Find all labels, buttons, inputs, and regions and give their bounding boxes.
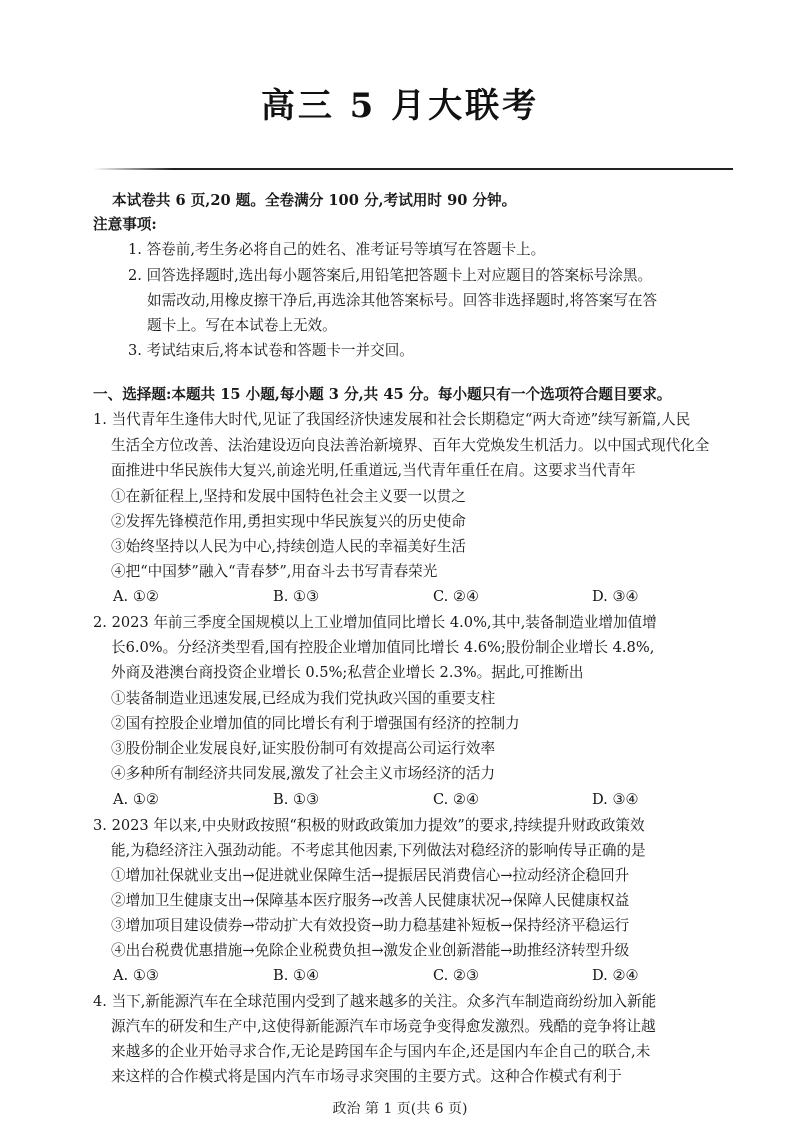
- question-item: ①装备制造业迅速发展,已经成为我们党执政兴国的重要支柱: [111, 690, 496, 707]
- question-stem-line: 长6.0%。分经济类型看,国有控股企业增加值同比增长 4.6%;股份制企业增长 4.8%,: [111, 639, 655, 656]
- notice-item: 1. 答卷前,考生务必将自己的姓名、准考证号等填写在答题卡上。: [128, 241, 546, 258]
- question-stem-line: 源汽车的研发和生产中,这使得新能源汽车市场竞争变得愈发激烈。残酷的竞争将让越: [111, 1018, 656, 1035]
- option-d: D. ③④: [592, 791, 639, 808]
- question-stem-line: 2. 2023 年前三季度全国规模以上工业增加值同比增长 4.0%,其中,装备制造业增加值增: [93, 614, 657, 631]
- notice-item: 3. 考试结束后,将本试卷和答题卡一并交回。: [128, 342, 414, 359]
- exam-title: 高三 5 月大联考: [260, 86, 540, 126]
- question-item: ①增加社保就业支出→促进就业保障生活→提振居民消费信心→拉动经济企稳回升: [111, 867, 630, 884]
- question-item: ④出台税费优惠措施→免除企业税费负担→激发企业创新潜能→助推经济转型升级: [111, 942, 630, 959]
- section-heading: 一、选择题:本题共 15 小题,每小题 3 分,共 45 分。每小题只有一个选项符合题目要求。: [93, 386, 672, 403]
- option-b: B. ①③: [273, 791, 320, 808]
- question-stem-line: 3. 2023 年以来,中央财政按照“积极的财政政策加力提效”的要求,持续提升财政政策效: [93, 817, 645, 834]
- option-a: A. ①③: [113, 967, 159, 984]
- option-a: A. ①②: [113, 791, 159, 808]
- notice-heading: 注意事项:: [93, 216, 157, 233]
- question-item: ④把“中国梦”融入“青春梦”,用奋斗去书写青春荣光: [111, 563, 438, 580]
- page-footer: 政治 第 1 页(共 6 页): [332, 1101, 468, 1117]
- option-a: A. ①②: [113, 588, 159, 605]
- question-item: ②增加卫生健康支出→保障基本医疗服务→改善人民健康状况→保障人民健康权益: [111, 892, 630, 909]
- question-stem-line: 生活全方位改善、法治建设迈向良法善治新境界、百年大党焕发生机活力。以中国式现代化全: [111, 437, 710, 454]
- title-divider-fade: [93, 168, 173, 171]
- option-d: D. ③④: [592, 588, 639, 605]
- option-c: C. ②④: [433, 588, 480, 605]
- option-c: C. ②③: [433, 967, 480, 984]
- question-item: ④多种所有制经济共同发展,激发了社会主义市场经济的活力: [111, 765, 496, 782]
- exam-summary: 本试卷共 6 页,20 题。全卷满分 100 分,考试用时 90 分钟。: [112, 192, 517, 209]
- notice-item: 如需改动,用橡皮擦干净后,再选涂其他答案标号。回答非选择题时,将答案写在答: [147, 292, 658, 309]
- question-item: ③股份制企业发展良好,证实股份制可有效提高公司运行效率: [111, 740, 496, 757]
- option-d: D. ②④: [592, 967, 639, 984]
- question-item: ③增加项目建设债券→带动扩大有效投资→助力稳基建补短板→保持经济平稳运行: [111, 917, 630, 934]
- notice-item: 2. 回答选择题时,选出每小题答案后,用铅笔把答题卡上对应题目的答案标号涂黑。: [128, 267, 653, 284]
- question-item: ①在新征程上,坚持和发展中国特色社会主义要一以贯之: [111, 488, 466, 505]
- option-c: C. ②④: [433, 791, 480, 808]
- notice-item: 题卡上。写在本试卷上无效。: [147, 317, 337, 334]
- option-b: B. ①③: [273, 588, 320, 605]
- question-item: ②发挥先锋模范作用,勇担实现中华民族复兴的历史使命: [111, 513, 466, 530]
- question-stem-line: 4. 当下,新能源汽车在全球范围内受到了越来越多的关注。众多汽车制造商纷纷加入新能: [93, 993, 657, 1010]
- question-stem-line: 来越多的企业开始寻求合作,无论是跨国车企与国内车企,还是国内车企自己的联合,未: [111, 1043, 651, 1060]
- question-item: ②国有控股企业增加值的同比增长有利于增强国有经济的控制力: [111, 715, 520, 732]
- question-stem-line: 能,为稳经济注入强劲动能。不考虑其他因素,下列做法对稳经济的影响传导正确的是: [111, 842, 646, 859]
- title-divider: [93, 168, 733, 170]
- question-stem-line: 1. 当代青年生逢伟大时代,见证了我国经济快速发展和社会长期稳定“两大奇迹”续写新篇,人民: [93, 411, 691, 428]
- question-stem-line: 来这样的合作模式将是国内汽车市场寻求突围的主要方式。这种合作模式有利于: [111, 1068, 622, 1085]
- question-stem-line: 面推进中华民族伟大复兴,前途光明,任重道远,当代青年重任在肩。这要求当代青年: [111, 462, 636, 479]
- question-stem-line: 外商及港澳台商投资企业增长 0.5%;私营企业增长 2.3%。据此,可推断出: [111, 664, 584, 681]
- question-item: ③始终坚持以人民为中心,持续创造人民的幸福美好生活: [111, 538, 466, 555]
- option-b: B. ①④: [273, 967, 320, 984]
